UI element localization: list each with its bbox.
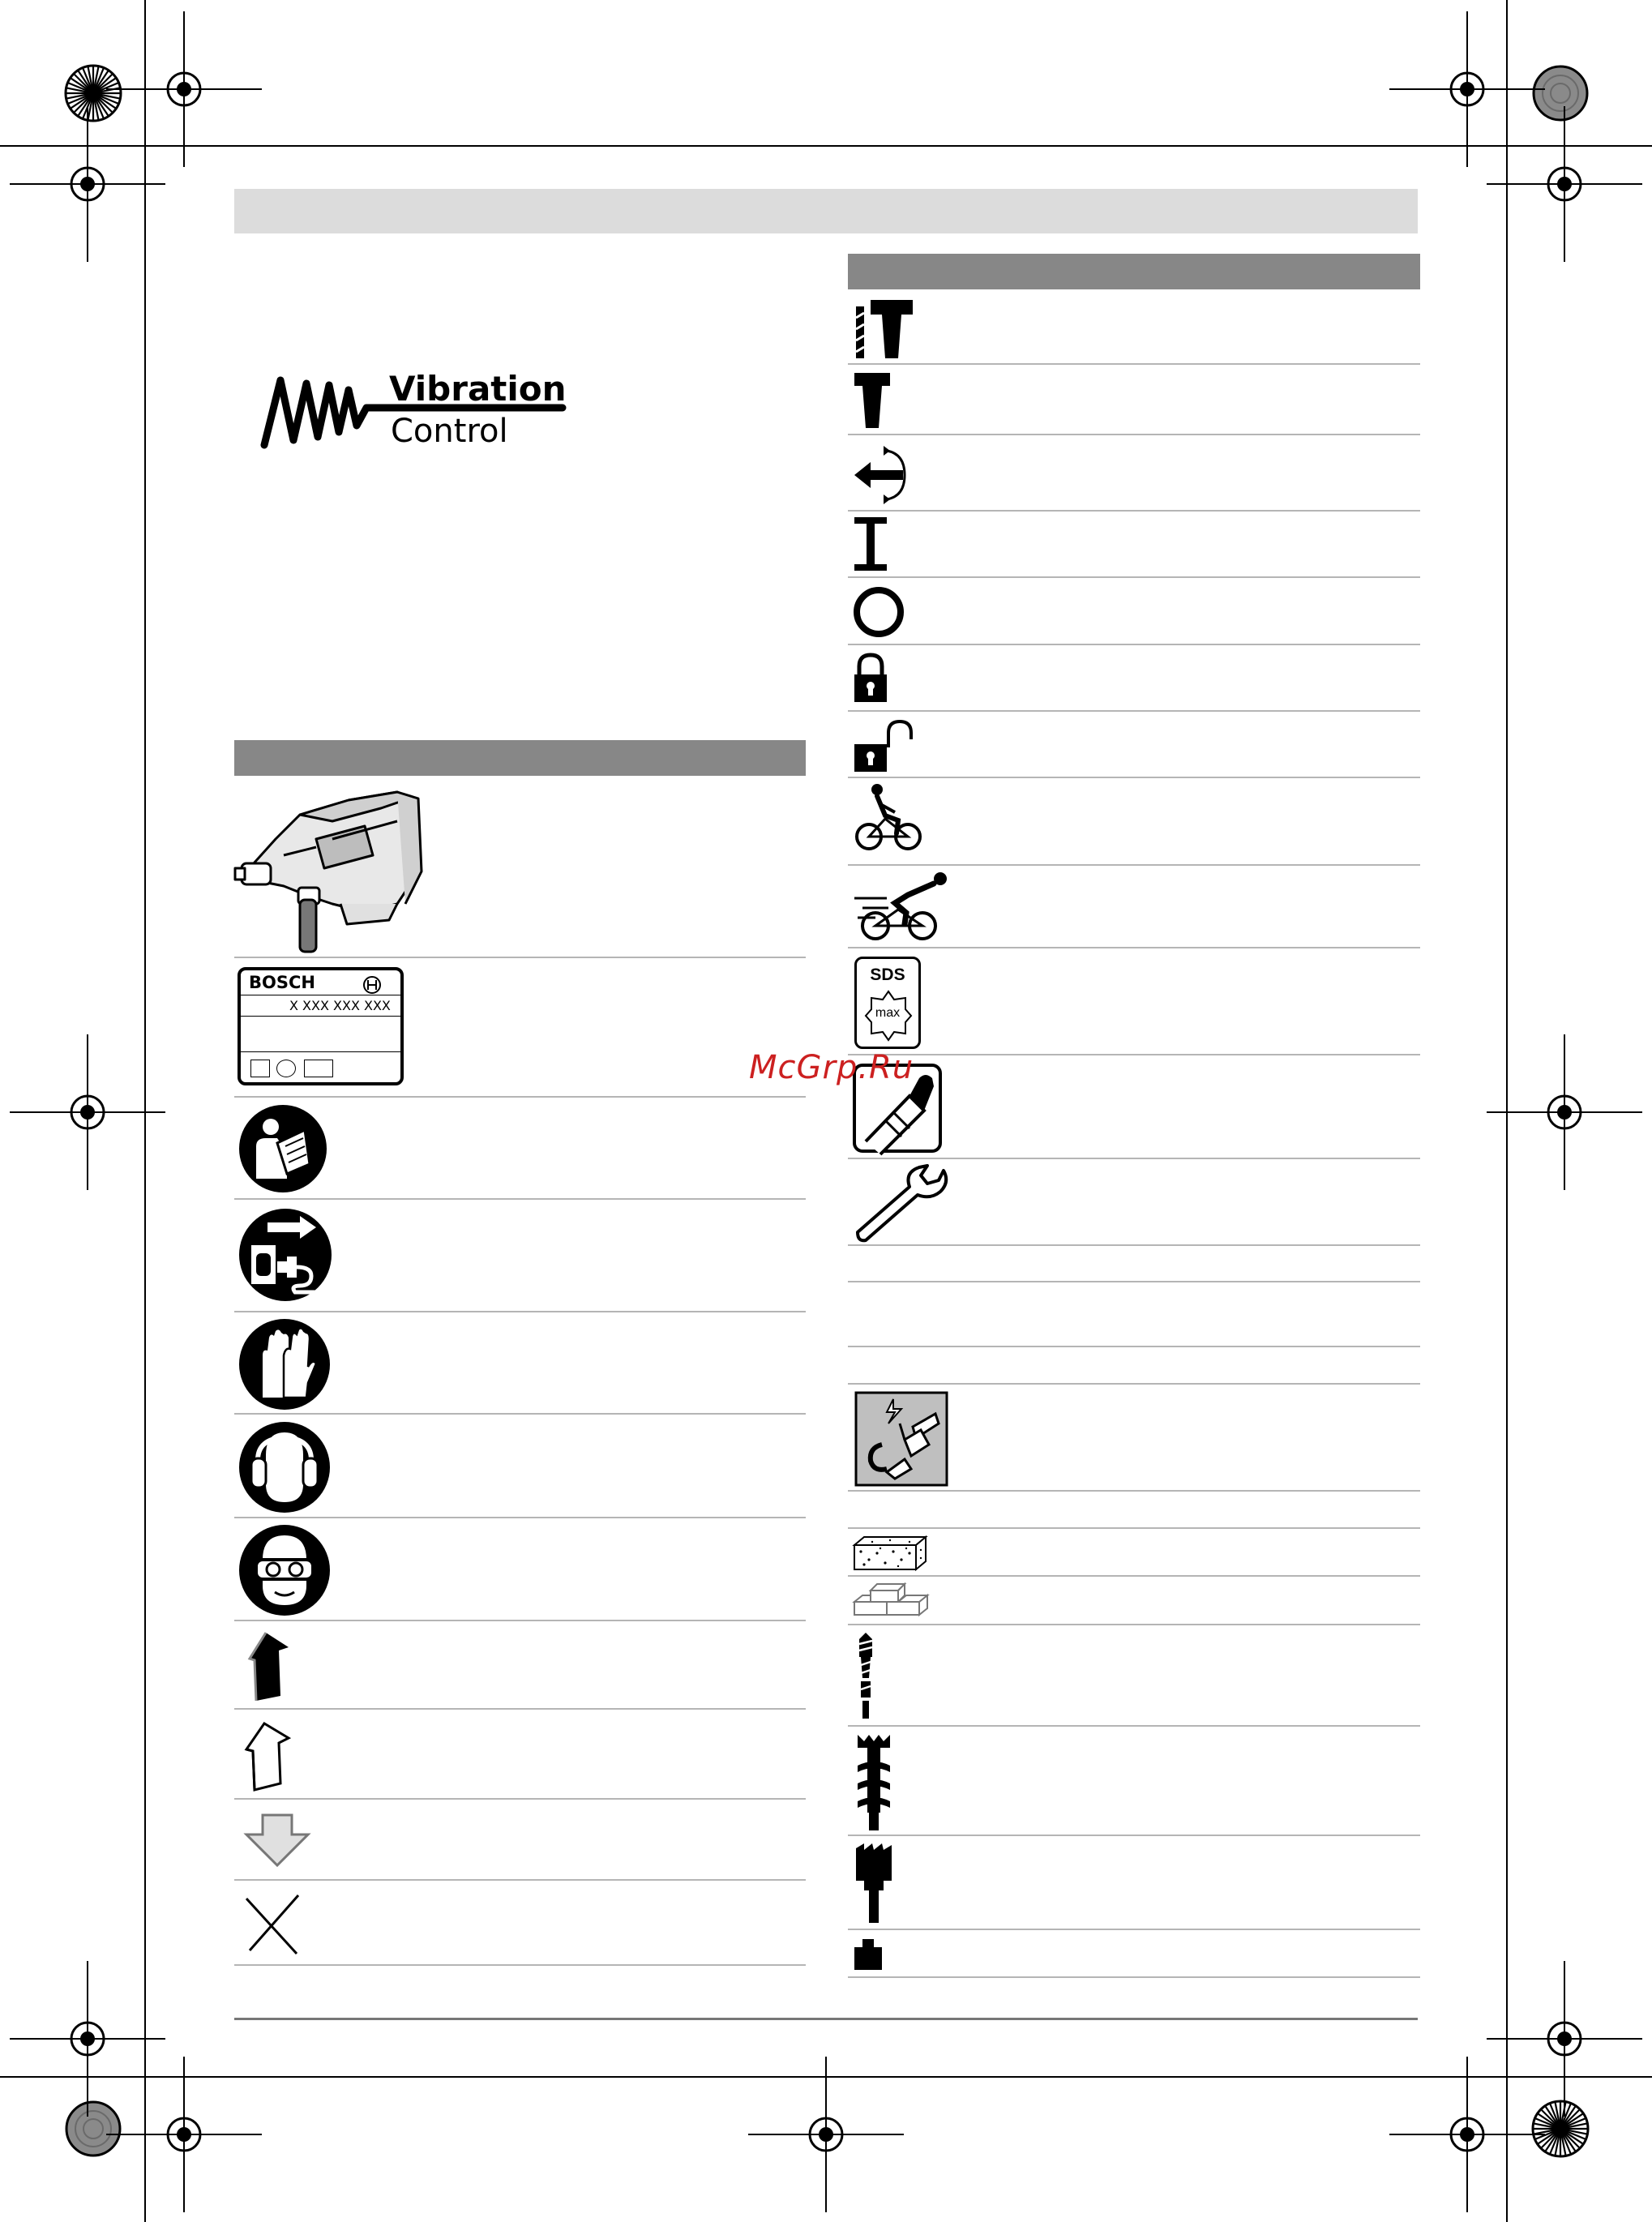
vibration-control-logo — [259, 369, 567, 458]
sds-label: SDS — [870, 965, 905, 984]
arrow-up-filled-icon — [238, 1629, 295, 1702]
unplug-icon — [238, 1208, 332, 1302]
eye-protection-icon — [238, 1524, 331, 1616]
type-plate-number: X XXX XXX XXX — [289, 998, 391, 1013]
arrow-down-icon — [243, 1812, 311, 1869]
read-manual-icon — [238, 1104, 327, 1193]
sds-max-icon — [854, 957, 921, 1049]
gloves-icon — [238, 1318, 331, 1411]
core-bit-icon — [853, 1733, 895, 1832]
off-ring-icon — [853, 586, 905, 638]
slow-cyclist-icon — [853, 783, 924, 853]
footer-rule — [234, 2018, 1418, 2020]
chisel-bit-icon — [853, 1842, 898, 1924]
sds-max-label: max — [875, 1006, 901, 1020]
watermark: McGrp.Ru — [749, 1049, 914, 1086]
service-indicator-icon — [854, 1391, 948, 1487]
drill-bit-icon — [853, 1633, 879, 1720]
fast-cyclist-icon — [854, 871, 952, 944]
right-section-header — [848, 254, 1420, 289]
product-image-icon — [235, 782, 422, 957]
logo-word-control: Control — [391, 413, 508, 450]
lock-open-icon — [853, 718, 918, 773]
rotation-stop-icon — [851, 443, 916, 506]
bosch-armature-icon — [362, 975, 382, 995]
chisel-mode-icon — [854, 373, 892, 430]
concrete-icon — [853, 1535, 927, 1571]
left-section-header — [234, 740, 806, 776]
cross-icon — [240, 1892, 305, 1957]
wrench-icon — [853, 1164, 958, 1242]
type-plate-icon — [238, 967, 404, 1085]
speed-setting-icon — [854, 517, 888, 571]
brick-icon — [853, 1581, 929, 1618]
ear-protection-icon — [238, 1421, 331, 1513]
header-band — [234, 189, 1418, 233]
hammer-drill-mode-icon — [851, 298, 916, 360]
arrow-up-outline-icon — [238, 1719, 295, 1793]
logo-word-vibration: Vibration — [389, 369, 567, 409]
weight-icon — [853, 1937, 884, 1972]
type-plate-brand: BOSCH — [249, 973, 315, 992]
lock-closed-icon — [853, 653, 888, 704]
